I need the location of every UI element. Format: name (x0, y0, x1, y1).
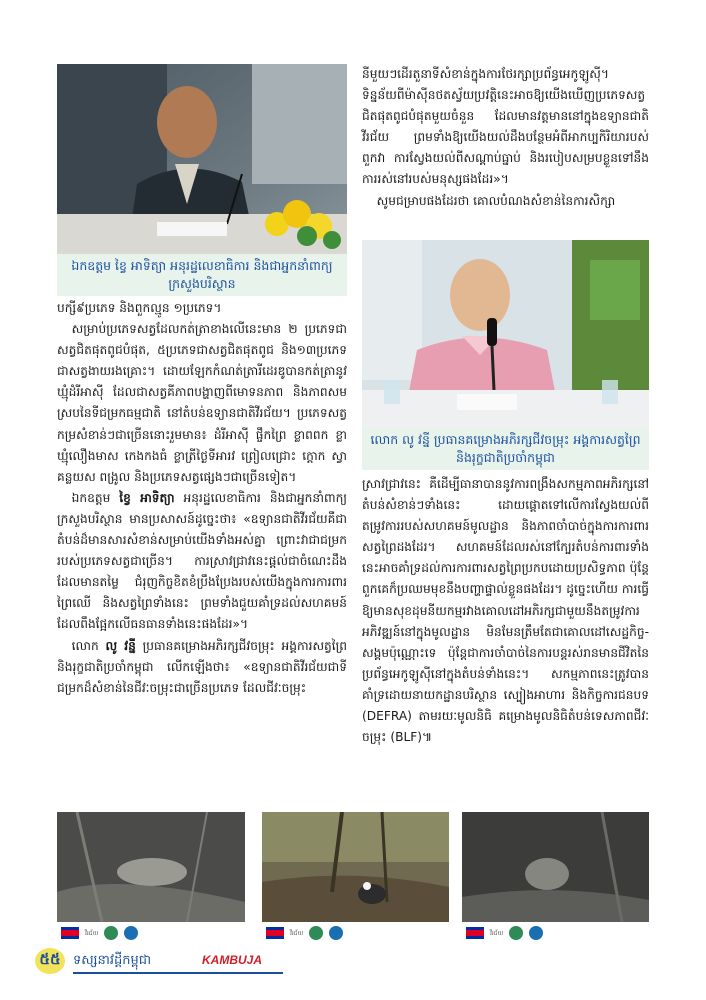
camera-trap-label-1: វីរជ័យ (85, 929, 99, 937)
speaker-photo-image (362, 240, 649, 428)
official-photo-image (57, 64, 347, 254)
partner-logo-icon (329, 926, 343, 940)
left-paragraph-1: សម្រាប់ប្រភេទសត្វដែលកត់ត្រាខាងលើនេះមាន ២ ប្រភេទជាសត្វជិតផុតពូជបំផុត, ៥ប្រភេទជាសត្វជិតផុតពូជ និង១៣ប្រភេទជាសត្វងាយរងគ្រោះ។ ដោយឡែកកំណត់ត្រារីដេរឌូបានកត់ត្រានូវឃ្មុំដំរីអាស៊ី ដែលជាសត្វគីភាពបង្ហាញពីមោទនភាព និងភាពសមស្របនៃទីជម្រកធម្មជាតិ នៅតំបន់ឧទ្យានជាតិវីរជ័យ។ ប្រភេទសត្វកម្រសំខាន់ៗជាច្រើននោះរួមមាន៖ ដំរីអាស៊ី ផ្ចឹកព្រៃ ខ្លាពពក ខ្លាឃ្មុំលឿងមាស កេងកងធំ ខ្លាត្រីថ្ងៃទីអារវ ព្រៀលជ្រោះ ក្ដោក ស្វាគន្លយស ពង្រូល និងប្រភេទសត្វផ្សេងៗជាច្រើនទៀត។ (57, 322, 347, 484)
left-p2-name: ខ្វៃ អាទិត្យា (119, 490, 175, 505)
partner-logo-icon (104, 926, 118, 940)
page-number-badge (35, 948, 65, 974)
article-right-column-bottom (362, 474, 649, 748)
cambodia-flag-icon (266, 927, 284, 939)
page-footer (35, 948, 655, 978)
magazine-brand: KAMBUJA (202, 953, 262, 967)
left-paragraph-3 (57, 636, 347, 699)
page-number: ៥៥ (39, 950, 61, 968)
article-left-column (57, 298, 347, 699)
camera-trap-photo-3 (462, 812, 649, 922)
article-right-column-top (362, 64, 649, 212)
right-paragraph-0: នីមួយៗដើរតួនាទីសំខាន់ក្នុងការថែរក្សាប្រព័ន្ធអេកូឡូស៊ី។ ទិន្នន័យពីម៉ាស៊ីនថតស្វ័យប្រវត្តិនេះអាចឱ្យយើងឃើញប្រភេទសត្វជិតផុតពូជបំផុតមួយចំនួន ដែលមានវត្តមាននៅក្នុងឧទ្យានជាតិវីរជ័យ ព្រមទាំងឱ្យយើងយល់ដឹងបន្ថែមអំពីអាកប្បកិរិយារបស់ពួកវា ការស្វែងយល់ពីសណ្ដាប់ធ្នាប់ និងរបៀបសម្របខ្លួនទៅនឹងការរស់នៅរបស់មនុស្សផងដែរ»។ (362, 67, 649, 187)
cambodia-flag-icon (61, 927, 79, 939)
camera-trap-photo-1 (57, 812, 245, 922)
camera-trap-logos-3 (462, 922, 649, 944)
left-paragraph-2 (57, 488, 347, 636)
camera-trap-label-3: វីរជ័យ (490, 929, 504, 937)
photo-official-caption: ឯកឧត្តម ខ្វៃ អាទិត្យា អនុរដ្ឋលេខាធិការ និងជាអ្នកនាំពាក្យក្រសួងបរិស្ថាន (57, 254, 347, 296)
left-p3-body: ប្រធានគម្រោងអភិរក្សជីវចម្រុះ អង្គការសត្វព្រៃ និងរុក្ខជាតិប្រចាំកម្ពុជា លើកឡើងថា៖ «ឧទ្យានជាតិវីរជ័យជាទីជម្រកដ៏សំខាន់នៃជីវៈចម្រុះជាច្រើនប្រភេទ ដែលជីវៈចម្រុះ (57, 638, 348, 695)
right-paragraph-2: ស្រាវជ្រាវនេះ គឺដើម្បីធានាបាននូវការពង្រឹងសកម្មភាពអភិរក្សនៅតំបន់សំខាន់ៗទាំងនេះ ដោយផ្ដោតទៅលើការស្វែងយល់ពីតម្រូវការរបស់សហគមន៍មូលដ្ឋាន និងភាពចាំបាច់ក្នុងការការពារសត្វព្រៃដងដែរ។ សហគមន៍ដែលរស់នៅក្បែរតំបន់ការពារទាំងនេះអាចគាំទ្រដល់ការការពារសត្វព្រៃប្រកបដោយប្រសិទ្ធភាព ប៉ុន្តែពួកគេក៏ប្រឈមមុខនឹងបញ្ហាផ្ទាល់ខ្លួនផងដែរ។ ដូច្នេះហើយ ការធ្វើឱ្យមានសុខដុមនីយកម្មរវាងគោលដៅអភិរក្សជាមួយនឹងតម្រូវការអភិវឌ្ឍន៍នៅក្នុងមូលដ្ឋាន មិនមែនត្រឹមតែជាគោលដៅសេដ្ឋកិច្ច-សង្គមប៉ុណ្ណោះទេ ប៉ុន្តែជាការចាំបាច់នៃការបន្តរស់រានមានជីវិតនៃប្រព័ន្ធអេកូឡូស៊ីនៅក្នុងតំបន់ទាំងនេះ។ សកម្មភាពនេះត្រូវបានគាំទ្រដោយនាយកដ្ឋានបរិស្ថាន ស្បៀងអាហារ និងកិច្ចការជនបទ (DEFRA) តាមរយៈមូលនិធិ គម្រោងមូលនិធិតំបន់ទេសភាពជីវៈចម្រុះ (BLF)៕ (362, 477, 649, 745)
left-p3-prefix: លោក (71, 638, 106, 653)
photo-speaker (362, 240, 649, 428)
partner-logo-icon (529, 926, 543, 940)
camera-trap-logos-2 (262, 922, 449, 944)
partner-logo-icon (124, 926, 138, 940)
partner-logo-icon (509, 926, 523, 940)
camera-trap-label-2: វីរជ័យ (290, 929, 304, 937)
partner-logo-icon (309, 926, 323, 940)
footer-rule (73, 972, 283, 974)
camera-trap-photo-2 (262, 812, 449, 922)
left-p3-name: លូ វន្នី (105, 638, 136, 653)
right-paragraph-1: សូមជម្រាបផងដែរថា គោលបំណងសំខាន់នៃការសិក្សា (376, 193, 616, 208)
photo-speaker-caption: លោក លូ វន្នី ប្រធានគម្រោងអភិរក្សជីវចម្រុះ អង្គការសត្វព្រៃ និងរុក្ខជាតិប្រចាំកម្ពុជា (362, 428, 649, 470)
left-paragraph-0: បក្សី៩ប្រភេទ និងពួកល្មូន ១ប្រភេទ។ (57, 301, 222, 315)
photo-official (57, 64, 347, 254)
magazine-name: ទស្សនាវដ្ដីកម្ពុជា (73, 953, 152, 968)
cambodia-flag-icon (466, 927, 484, 939)
left-p2-body: អនុរដ្ឋលេខាធិការ និងជាអ្នកនាំពាក្យក្រសួងបរិស្ថាន មានប្រសាសន៍ដូច្នេះថា៖ «ឧទ្យានជាតិវីរជ័យគឺជាតំបន់ដ៏មានសារសំខាន់សម្រាប់យើងទាំងអស់គ្នា ព្រោះវាជាជម្រករបស់ប្រភេទសត្វជាច្រើន។ ការស្រាវជ្រាវនេះផ្ដល់ជាចំណេះដឹងដែលមានតម្លៃ ជំរុញកិច្ចខិតខំប្រឹងប្រែងរបស់យើងក្នុងការការពារព្រៃឈើ និងសត្វព្រៃទាំងនេះ ព្រមទាំងជួយគាំទ្រដល់សហគមន៍ដែលពឹងផ្អែកលើធនធានទាំងនេះផងដែរ»។ (57, 490, 347, 632)
left-p2-prefix: ឯកឧត្តម (71, 490, 120, 505)
camera-trap-logos-1 (57, 922, 245, 944)
